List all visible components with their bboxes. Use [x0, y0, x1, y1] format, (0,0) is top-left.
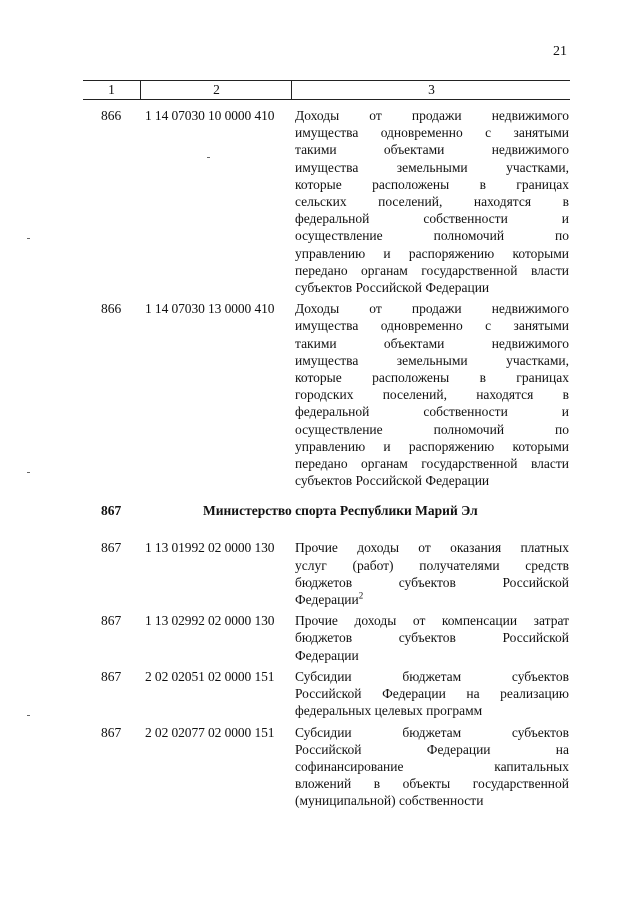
- table-body: [83, 107, 572, 814]
- description-line: [295, 124, 569, 141]
- row-description: [295, 612, 569, 664]
- description-line: [295, 300, 569, 317]
- description-line: [295, 369, 569, 386]
- description-line: [295, 792, 569, 809]
- row-description: [295, 539, 569, 608]
- description-line: [295, 702, 569, 719]
- table-row: [83, 612, 572, 664]
- description-line-text: федеральной собственности и: [295, 211, 569, 227]
- row-budget-code: 1 14 07030 13 0000 410: [145, 301, 275, 317]
- description-line-text: Прочие доходы от компенсации затрат: [295, 613, 569, 629]
- table-row: [83, 539, 572, 608]
- description-line-text: осуществление полномочий по: [295, 228, 569, 244]
- description-line: [295, 245, 569, 262]
- description-line-text: передано органам государственной власти: [295, 262, 569, 278]
- scan-mark: [207, 157, 210, 158]
- description-line: [295, 335, 569, 352]
- description-line-text: услуг (работ) получателями средств: [295, 557, 569, 573]
- description-line-text: передано органам государственной власти: [295, 456, 569, 472]
- row-admin-code: 866: [101, 108, 122, 123]
- description-line-text: Российской Федерации на: [295, 741, 569, 757]
- row-description: [295, 300, 569, 489]
- description-line: [295, 279, 569, 296]
- description-line-text: такими объектами недвижимого: [295, 335, 569, 351]
- row-description: [295, 107, 569, 296]
- row-admin-code: 867: [101, 668, 122, 684]
- table-row: [83, 107, 572, 296]
- table-row: [83, 724, 572, 810]
- description-line-text: которые расположены в границах: [295, 176, 569, 192]
- section-title: Министерство спорта Республики Марий Эл: [203, 503, 478, 519]
- description-line: [295, 591, 569, 608]
- description-line-text: управлению и распоряжению которыми: [295, 438, 569, 454]
- description-line-text: Доходы от продажи недвижимого: [295, 108, 569, 123]
- description-line-text: осуществление полномочий по: [295, 421, 569, 437]
- description-line: [295, 539, 569, 556]
- description-line-text: сельских поселений, находятся в: [295, 194, 569, 210]
- description-line: [295, 455, 569, 472]
- description-line: [295, 352, 569, 369]
- description-line: [295, 262, 569, 279]
- description-line-text: субъектов Российской Федерации: [295, 280, 490, 296]
- description-line-text: управлению и распоряжению которыми: [295, 245, 569, 261]
- description-line: [295, 176, 569, 193]
- description-line-text: такими объектами недвижимого: [295, 142, 569, 158]
- description-line: [295, 227, 569, 244]
- description-line: [295, 317, 569, 334]
- description-line: [295, 472, 569, 489]
- header-col-2: 2: [140, 81, 292, 99]
- description-line: [295, 403, 569, 420]
- row-admin-code: 867: [101, 540, 122, 556]
- description-line: [295, 421, 569, 438]
- description-line-text: имущества земельными участками,: [295, 352, 569, 368]
- description-line-text: бюджетов субъектов Российской: [295, 630, 569, 646]
- row-admin-code: 867: [101, 724, 122, 740]
- description-line-text: бюджетов субъектов Российской: [295, 574, 569, 590]
- description-line-text: федеральной собственности и: [295, 404, 569, 420]
- row-description: [295, 668, 569, 720]
- description-line: [295, 141, 569, 158]
- scan-mark: [27, 238, 30, 239]
- row-group-2: [83, 539, 572, 809]
- description-line-text: Федерации: [295, 592, 359, 608]
- row-admin-code: 866: [101, 301, 122, 317]
- description-line: [295, 386, 569, 403]
- description-line: [295, 159, 569, 176]
- description-line-text: имущества одновременно с занятыми: [295, 125, 569, 141]
- description-line: [295, 107, 569, 124]
- description-line-text: Прочие доходы от оказания платных: [295, 540, 569, 556]
- description-line-text: Федерации: [295, 647, 359, 663]
- description-line: [295, 775, 569, 792]
- description-line: [295, 724, 569, 741]
- description-line-text: (муниципальной) собственности: [295, 793, 484, 809]
- header-col-3: 3: [291, 81, 571, 99]
- description-line-text: Субсидии бюджетам субъектов: [295, 668, 569, 684]
- description-line-text: софинансирование капитальных: [295, 758, 569, 774]
- header-col-1: 1: [108, 82, 115, 97]
- description-line-text: федеральных целевых программ: [295, 703, 483, 719]
- row-budget-code: 1 13 02992 02 0000 130: [145, 613, 275, 629]
- description-line-text: имущества земельными участками,: [295, 159, 569, 175]
- table-header: [83, 80, 570, 100]
- row-budget-code: 2 02 02077 02 0000 151: [145, 724, 275, 740]
- row-admin-code: 867: [101, 613, 122, 629]
- scan-mark: [27, 715, 30, 716]
- table-row: [83, 668, 572, 720]
- row-budget-code: 1 13 01992 02 0000 130: [145, 540, 275, 556]
- description-line: [295, 685, 569, 702]
- row-group-1: [83, 107, 572, 489]
- row-budget-code: 1 14 07030 10 0000 410: [145, 108, 275, 123]
- description-line: [295, 557, 569, 574]
- description-line: [295, 741, 569, 758]
- description-line-text: имущества одновременно с занятыми: [295, 318, 569, 334]
- page-number: 21: [553, 44, 567, 59]
- description-line: [295, 574, 569, 591]
- description-line-text: вложений в объекты государственной: [295, 776, 569, 792]
- description-line-text: субъектов Российской Федерации: [295, 473, 490, 489]
- scan-mark: [27, 472, 30, 473]
- row-description: [295, 724, 569, 810]
- description-line: [295, 210, 569, 227]
- section-code: 867: [101, 503, 122, 519]
- row-budget-code: 2 02 02051 02 0000 151: [145, 668, 275, 684]
- description-line-text: Субсидии бюджетам субъектов: [295, 724, 569, 740]
- description-line: [295, 438, 569, 455]
- description-line: [295, 758, 569, 775]
- description-line: [295, 629, 569, 646]
- description-line: [295, 612, 569, 629]
- description-line-text: Доходы от продажи недвижимого: [295, 301, 569, 317]
- description-line: [295, 668, 569, 685]
- table-row: [83, 300, 572, 489]
- section-heading: [83, 503, 572, 521]
- description-line: [295, 193, 569, 210]
- description-line-text: которые расположены в границах: [295, 370, 569, 386]
- description-line-text: городских поселений, находятся в: [295, 387, 569, 403]
- footnote-marker: 2: [358, 590, 364, 601]
- description-line: [295, 647, 569, 664]
- description-line-text: Российской Федерации на реализацию: [295, 686, 569, 702]
